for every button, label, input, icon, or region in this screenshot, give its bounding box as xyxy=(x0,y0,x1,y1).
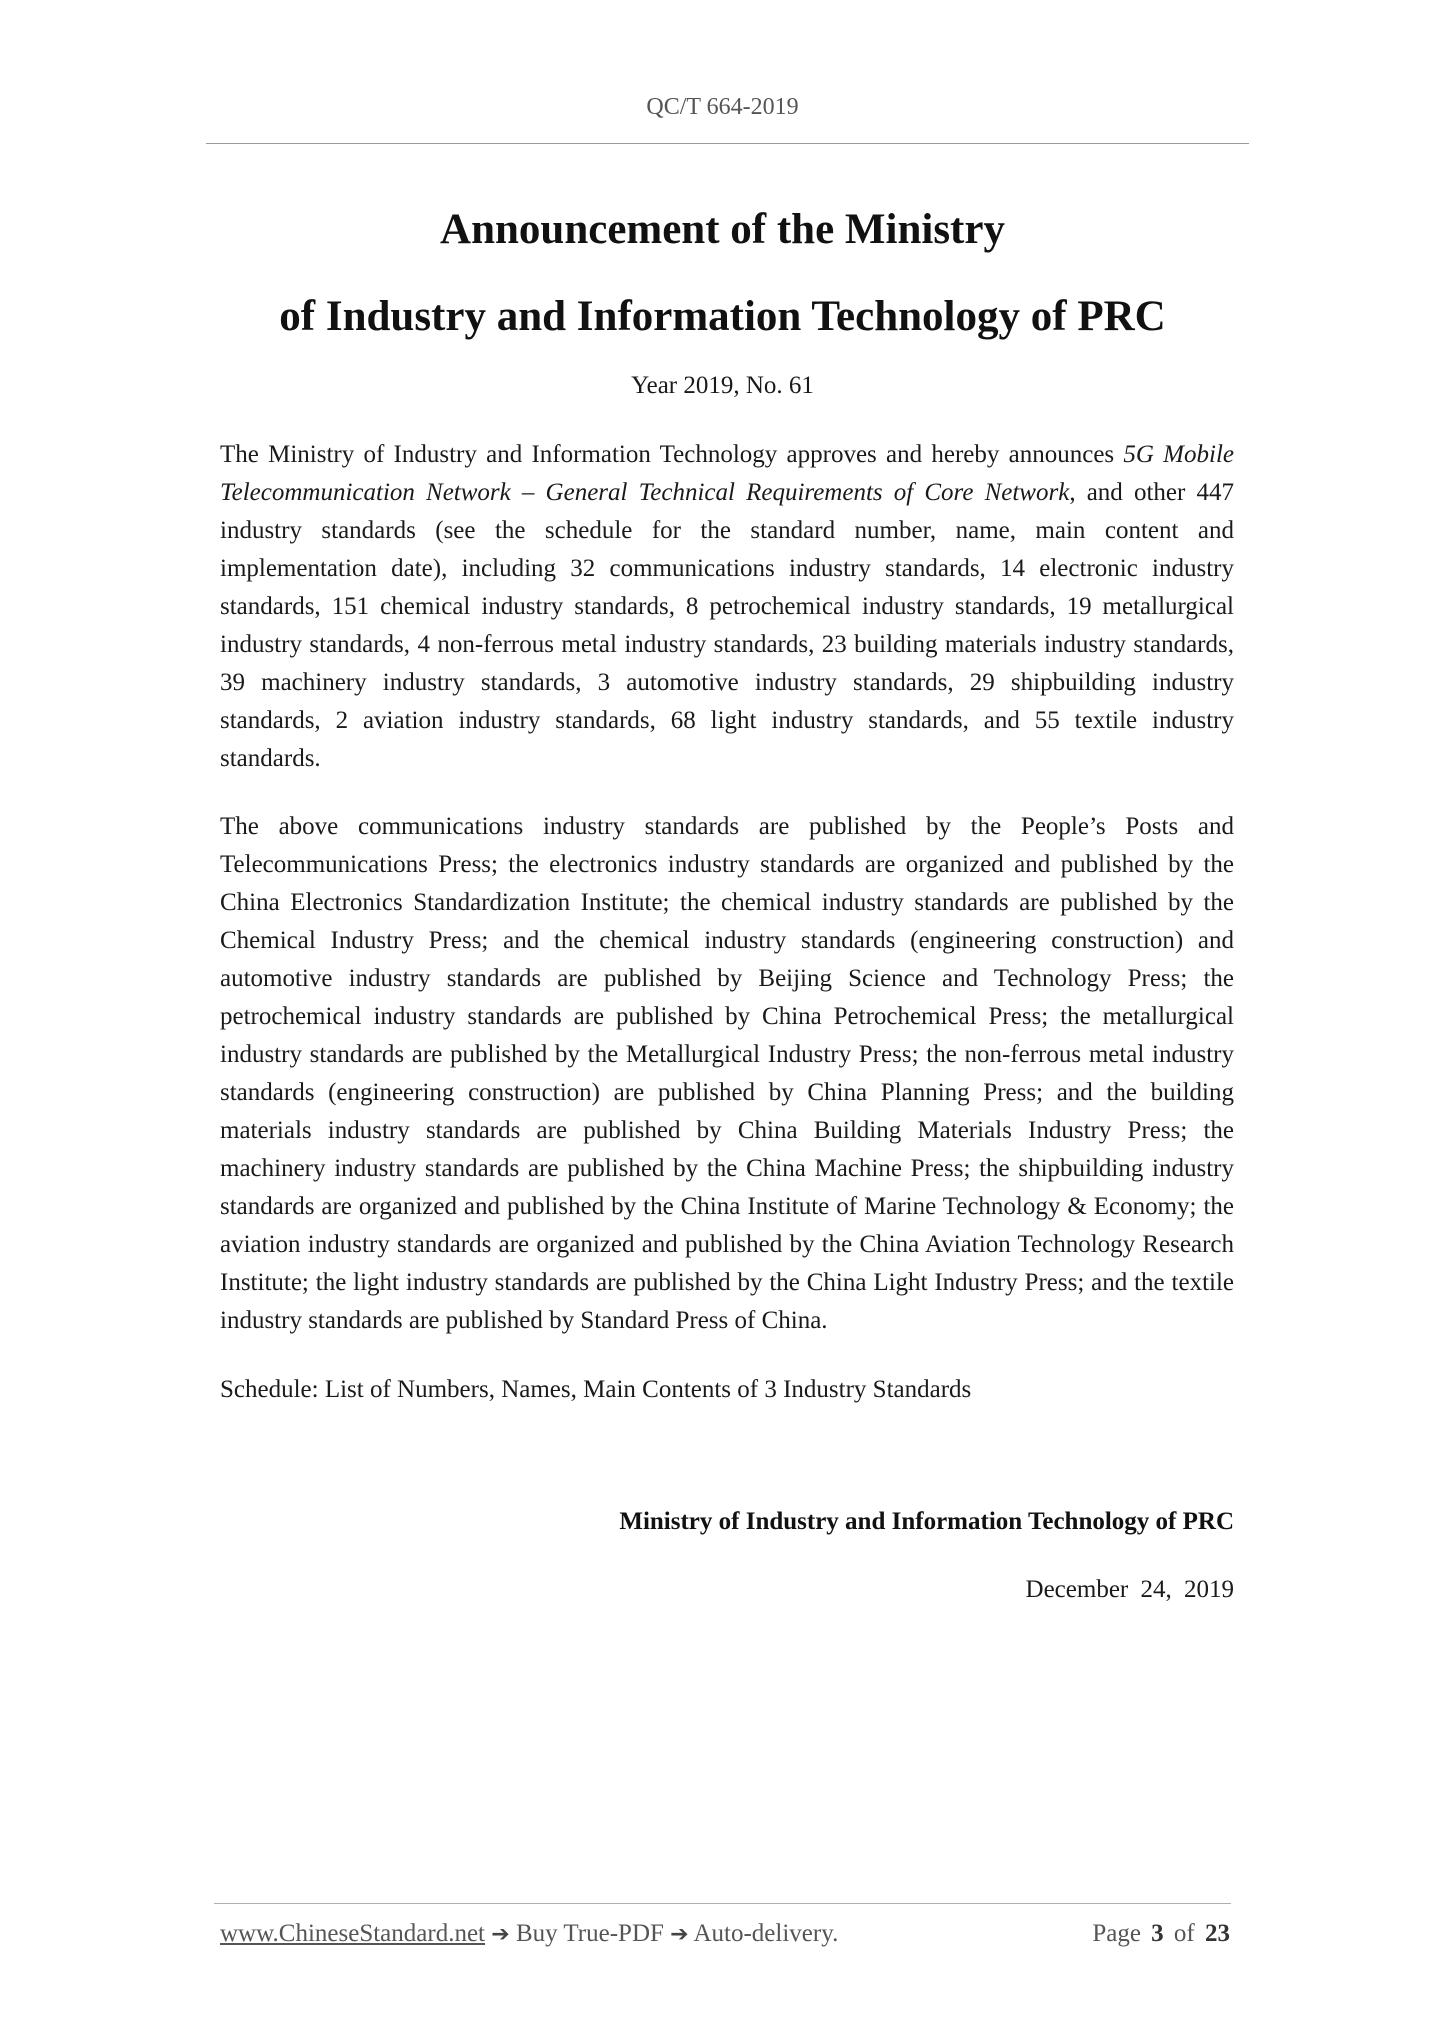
arrow-right-icon: ➔ xyxy=(670,1922,689,1947)
buy-true-pdf-text: Buy True-PDF xyxy=(515,1920,664,1947)
title-line-2: of Industry and Information Technology of PRC xyxy=(279,293,1166,340)
arrow-right-icon: ➔ xyxy=(491,1922,510,1947)
title-line-1: Announcement of the Ministry xyxy=(440,206,1005,253)
page-of-label: of xyxy=(1173,1920,1195,1947)
announcement-number: Year 2019, No. 61 xyxy=(631,372,814,399)
page-label: Page xyxy=(1092,1920,1141,1947)
standard-title: 5G Mobile Telecommunication Network – General Technical Requirements of Core Network xyxy=(220,441,1234,506)
paragraph-intro: The Ministry of Industry and Information Technology approves and hereby announces xyxy=(220,441,1124,468)
footer-promo xyxy=(220,1920,838,1948)
signature-date: December 24, 2019 xyxy=(1025,1576,1234,1603)
page-title xyxy=(0,186,1445,360)
page-current: 3 xyxy=(1151,1920,1164,1947)
auto-delivery-text: Auto-delivery. xyxy=(693,1920,839,1947)
footer-divider xyxy=(214,1903,1231,1904)
page-indicator xyxy=(1092,1920,1230,1948)
signature-ministry: Ministry of Industry and Information Technology of PRC xyxy=(619,1508,1234,1535)
page-total: 23 xyxy=(1205,1920,1230,1947)
website-link[interactable]: www.ChineseStandard.net xyxy=(220,1920,485,1947)
header-divider xyxy=(206,143,1249,144)
page-footer xyxy=(220,1920,1230,1960)
paragraph-approval xyxy=(220,436,1234,778)
schedule-line: Schedule: List of Numbers, Names, Main Contents of 3 Industry Standards xyxy=(220,1376,972,1403)
paragraph-publishers: The above communications industry standards are published by the People’s Posts and Telecommunications Press; the electronics industry standards are organized and published by the China Electronics Standardization Institute; the chemical industry standards are published by the Chemical Industry Press; and the chemical industry standards (engineering construction) and automotive industry standards are published by Beijing Science and Technology Press; the petrochemical industry standards are published by China Petrochemical Press; the metallurgical industry standards are published by the Metallurgical Industry Press; the non-ferrous metal industry standards (engineering construction) are published by China Planning Press; and the building materials industry standards are published by China Building Materials Industry Press; the machinery industry standards are published by the China Machine Press; the shipbuilding industry standards are organized and published by the China Institute of Marine Technology & Economy; the aviation industry standards are organized and published by the China Aviation Technology Research Institute; the light industry standards are published by the China Light Industry Press; and the textile industry standards are published by Standard Press of China. xyxy=(220,813,1234,1334)
document-code: QC/T 664-2019 xyxy=(646,94,799,120)
paragraph-rest: , and other 447 industry standards (see the schedule for the standard number, name, main content and implementation date), including 32 communications industry standards, 14 electronic industry standards, 151 chemical industry standards, 8 petrochemical industry standards, 19 metallurgical industry standards, 4 non-ferrous metal industry standards, 23 building materials industry standards, 39 machinery industry standards, 3 automotive industry standards, 29 shipbuilding industry standards, 2 aviation industry standards, 68 light industry standards, and 55 textile industry standards. xyxy=(220,479,1234,772)
